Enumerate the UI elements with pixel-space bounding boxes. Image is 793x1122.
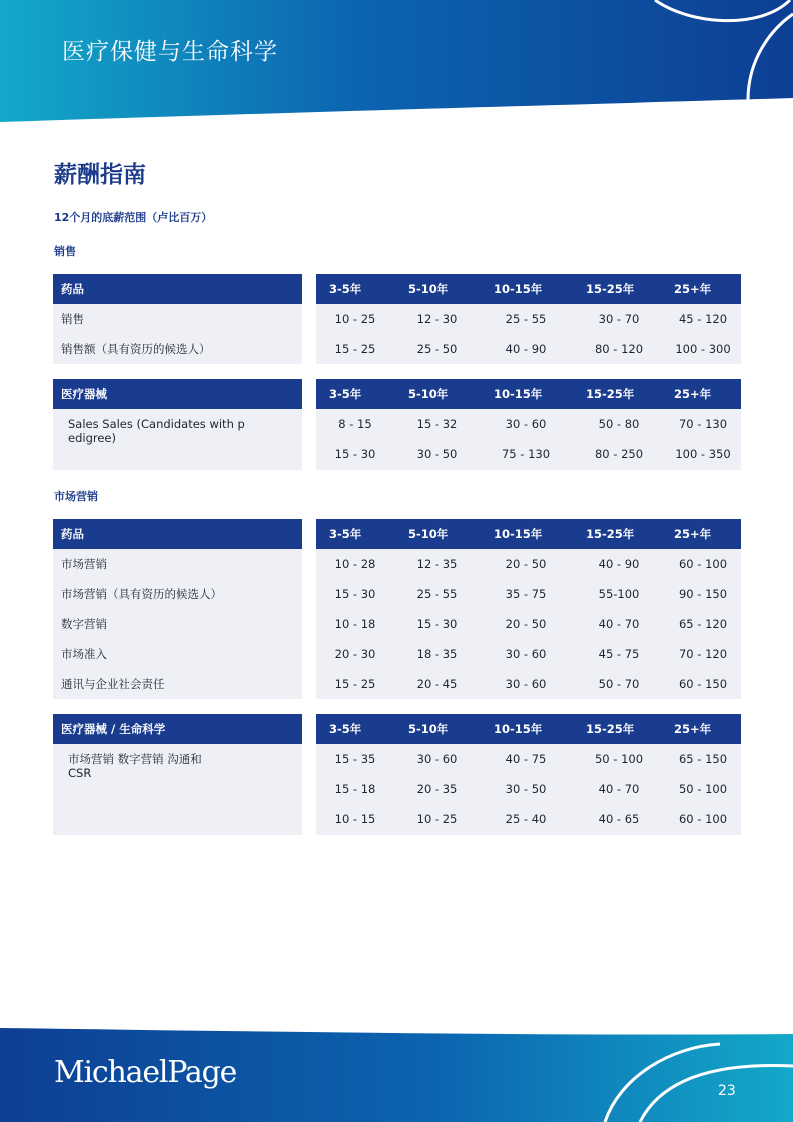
table-cell: 20 - 35 xyxy=(416,782,458,796)
table-cell: 50 - 80 xyxy=(598,417,640,431)
table-cell: 70 - 130 xyxy=(678,417,728,431)
table-cell: 25 - 55 xyxy=(416,587,458,601)
table-cell: 45 - 75 xyxy=(598,647,640,661)
column-header: 10-15年 xyxy=(494,527,543,541)
table-cell: 50 - 100 xyxy=(678,782,728,796)
table-cell: 40 - 65 xyxy=(598,812,640,826)
column-header: 25+年 xyxy=(674,722,712,736)
table-cell: 30 - 60 xyxy=(416,752,458,766)
table-header-columns xyxy=(316,519,741,549)
table-cell: 80 - 250 xyxy=(594,447,644,461)
table-cell: 40 - 90 xyxy=(505,342,547,356)
column-header: 15-25年 xyxy=(586,722,635,736)
table-cell: 75 - 130 xyxy=(501,447,551,461)
table-cell: 15 - 25 xyxy=(334,342,376,356)
column-header: 5-10年 xyxy=(408,527,449,541)
table-cell: 40 - 70 xyxy=(598,617,640,631)
row-labels xyxy=(53,304,302,364)
row-values xyxy=(316,409,741,470)
table-cell: 40 - 75 xyxy=(505,752,547,766)
table-cell: 80 - 120 xyxy=(594,342,644,356)
table-cell: 12 - 30 xyxy=(416,312,458,326)
table-cell: 30 - 50 xyxy=(505,782,547,796)
table-header-label: 医疗器械 xyxy=(53,379,302,409)
table-cell: 40 - 90 xyxy=(598,557,640,571)
page-heading: 薪酬指南 xyxy=(54,162,146,188)
table-cell: 50 - 70 xyxy=(598,677,640,691)
subheading: 12个月的底薪范围（卢比百万） xyxy=(54,211,213,224)
table-cell: 100 - 350 xyxy=(675,447,731,461)
table-marketing-devices-lifesci xyxy=(53,714,741,835)
merged-row-label: 市场营销 数字营销 沟通和CSR xyxy=(68,752,202,780)
table-cell: 30 - 50 xyxy=(416,447,458,461)
section-label-sales: 销售 xyxy=(54,245,76,258)
table-cell: 25 - 40 xyxy=(505,812,547,826)
table-cell: 35 - 75 xyxy=(505,587,547,601)
table-cell: 30 - 60 xyxy=(505,417,547,431)
table-cell: 8 - 15 xyxy=(338,417,372,431)
table-cell: 90 - 150 xyxy=(678,587,728,601)
column-header: 10-15年 xyxy=(494,282,543,296)
table-cell: 15 - 25 xyxy=(334,677,376,691)
table-cell: 10 - 25 xyxy=(334,312,376,326)
row-label: 市场营销 xyxy=(61,557,107,571)
table-cell: 30 - 70 xyxy=(598,312,640,326)
table-cell: 40 - 70 xyxy=(598,782,640,796)
table-header-label: 医疗器械 / 生命科学 xyxy=(53,714,302,744)
table-cell: 15 - 32 xyxy=(416,417,458,431)
column-header: 3-5年 xyxy=(329,722,362,736)
column-header: 15-25年 xyxy=(586,282,635,296)
table-cell: 20 - 45 xyxy=(416,677,458,691)
column-header: 10-15年 xyxy=(494,387,543,401)
table-cell: 18 - 35 xyxy=(416,647,458,661)
column-header: 25+年 xyxy=(674,387,712,401)
table-cell: 10 - 15 xyxy=(334,812,376,826)
column-header: 5-10年 xyxy=(408,722,449,736)
table-cell: 60 - 150 xyxy=(678,677,728,691)
column-header: 10-15年 xyxy=(494,722,543,736)
column-header: 3-5年 xyxy=(329,387,362,401)
page-number: 23 xyxy=(718,1083,736,1099)
table-cell: 10 - 18 xyxy=(334,617,376,631)
column-header: 15-25年 xyxy=(586,527,635,541)
table-sales-pharma xyxy=(53,274,741,364)
table-cell: 20 - 50 xyxy=(505,617,547,631)
table-cell: 15 - 18 xyxy=(334,782,376,796)
column-header: 15-25年 xyxy=(586,387,635,401)
table-header-columns xyxy=(316,274,741,304)
table-cell: 50 - 100 xyxy=(594,752,644,766)
row-labels xyxy=(53,409,302,470)
row-label: 销售额（具有资历的候选人） xyxy=(61,342,211,356)
table-cell: 25 - 55 xyxy=(505,312,547,326)
table-cell: 12 - 35 xyxy=(416,557,458,571)
table-cell: 45 - 120 xyxy=(678,312,728,326)
michael-page-logo: MichaelPage xyxy=(54,1055,237,1090)
table-cell: 100 - 300 xyxy=(675,342,731,356)
table-cell: 60 - 100 xyxy=(678,557,728,571)
header-title: 医疗保健与生命科学 xyxy=(62,39,278,65)
table-cell: 30 - 60 xyxy=(505,647,547,661)
table-cell: 20 - 30 xyxy=(334,647,376,661)
table-marketing-pharma xyxy=(53,519,741,699)
table-cell: 20 - 50 xyxy=(505,557,547,571)
row-label: 数字营销 xyxy=(61,617,107,631)
table-cell: 15 - 30 xyxy=(416,617,458,631)
row-values xyxy=(316,744,741,835)
column-header: 3-5年 xyxy=(329,527,362,541)
table-cell: 70 - 120 xyxy=(678,647,728,661)
table-cell: 55-100 xyxy=(598,587,640,601)
row-label: 市场准入 xyxy=(61,647,107,661)
table-sales-devices xyxy=(53,379,741,470)
column-header: 25+年 xyxy=(674,282,712,296)
table-header-label: 药品 xyxy=(53,274,302,304)
table-cell: 65 - 150 xyxy=(678,752,728,766)
row-labels xyxy=(53,549,302,699)
table-header-label: 药品 xyxy=(53,519,302,549)
column-header: 5-10年 xyxy=(408,282,449,296)
row-values xyxy=(316,549,741,699)
table-cell: 15 - 30 xyxy=(334,587,376,601)
table-header-columns xyxy=(316,379,741,409)
column-header: 5-10年 xyxy=(408,387,449,401)
table-cell: 30 - 60 xyxy=(505,677,547,691)
table-cell: 25 - 50 xyxy=(416,342,458,356)
merged-row-label: Sales Sales (Candidates with p edigree) xyxy=(68,417,245,445)
section-label-marketing: 市场营销 xyxy=(54,490,98,503)
table-cell: 15 - 35 xyxy=(334,752,376,766)
table-cell: 10 - 25 xyxy=(416,812,458,826)
table-cell: 10 - 28 xyxy=(334,557,376,571)
table-header-columns xyxy=(316,714,741,744)
row-label: 销售 xyxy=(61,312,84,326)
table-cell: 60 - 100 xyxy=(678,812,728,826)
row-labels xyxy=(53,744,302,835)
column-header: 3-5年 xyxy=(329,282,362,296)
row-values xyxy=(316,304,741,364)
table-cell: 65 - 120 xyxy=(678,617,728,631)
row-label: 市场营销（具有资历的候选人） xyxy=(61,587,222,601)
table-cell: 15 - 30 xyxy=(334,447,376,461)
row-label: 通讯与企业社会责任 xyxy=(61,677,165,691)
column-header: 25+年 xyxy=(674,527,712,541)
